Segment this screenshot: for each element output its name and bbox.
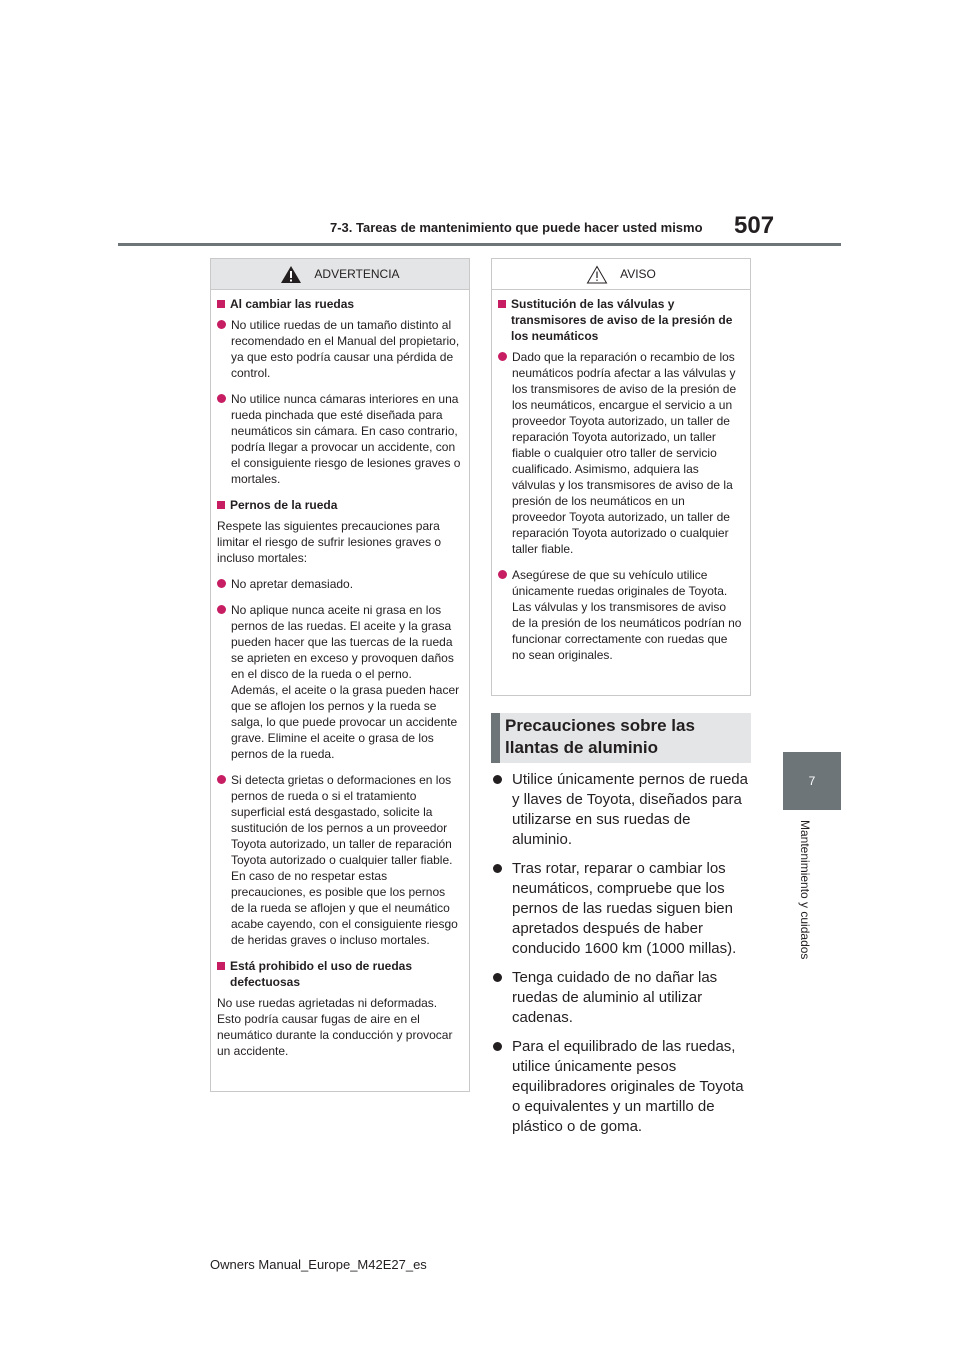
warning-triangle-icon: [280, 265, 302, 284]
notice-box: [491, 258, 751, 696]
circle-bullet-icon: [217, 775, 226, 784]
notice-box-title: AVISO: [620, 267, 656, 281]
header-divider: [118, 243, 841, 246]
square-bullet-icon: [217, 501, 225, 509]
page-number: 507: [734, 212, 775, 239]
square-bullet-icon: [498, 300, 506, 308]
aluminum-wheels-list: [491, 770, 753, 1146]
warning-bullet: No aplique nunca aceite ni grasa en los pernos de las ruedas. El aceite y la grasa pueden hacer que las tuercas de la rueda se aprieten en exceso y provoquen daños en el disco de la rueda o el perno. Además, el aceite o la grasa pueden hacer que se aflojen los pernos y la rueda se salga, lo que puede provocar un accidente grave. Elimine el aceite o grasa de los pernos de la rueda.: [217, 602, 461, 762]
warning-section-heading: Pernos de la rueda: [217, 497, 461, 513]
warning-bullet: No utilice ruedas de un tamaño distinto al recomendado en el Manual del propietario, ya que esto podría causar una pérdida de control.: [217, 317, 461, 381]
bullet-icon: [493, 1042, 502, 1051]
warning-box-body: [211, 290, 469, 1059]
warning-paragraph: No use ruedas agrietadas ni deformadas. Esto podría causar fugas de aire en el neumático durante la conducción y provocar un accidente.: [217, 996, 453, 1058]
warning-bullet: Si detecta grietas o deformaciones en los pernos de rueda o si el tratamiento superficial está desgastado, solicite la sustitución de los pernos a un proveedor Toyota autorizado, un taller de reparación Toyota autorizado o cualquier taller fiable. En caso de no respetar estas precauciones, es posible que los pernos de la rueda se aflojen y que el neumático acabe cayendo, con el consiguiente riesgo de heridas graves o incluso mortales.: [217, 772, 461, 948]
notice-bullet: Asegúrese de que su vehículo utilice únicamente ruedas originales de Toyota. Las válvulas y los transmisores de aviso de la presión de los neumáticos podrían no funcionar correctamente con ruedas que no sean originales.: [498, 567, 742, 663]
warning-box-header: [211, 259, 469, 290]
square-bullet-icon: [217, 300, 225, 308]
list-item: Utilice únicamente pernos de rueda y llaves de Toyota, diseñados para utilizarse en sus ruedas de aluminio.: [491, 770, 753, 850]
warning-bullet: No apretar demasiado.: [217, 576, 461, 592]
footer-text: Owners Manual_Europe_M42E27_es: [210, 1257, 427, 1272]
bullet-icon: [493, 775, 502, 784]
aluminum-wheels-heading: Precauciones sobre las llantas de aluminio: [491, 713, 751, 763]
warning-box-title: ADVERTENCIA: [314, 267, 400, 281]
list-item: Para el equilibrado de las ruedas, utilice únicamente pesos equilibradores originales de Toyota o equivalentes y un martillo de plástico o de goma.: [491, 1037, 753, 1137]
notice-bullet: Dado que la reparación o recambio de los neumáticos podría afectar a las válvulas y los transmisores de aviso de la presión de los neumáticos, encargue el servicio a un proveedor Toyota autorizado, un taller de reparación Toyota autorizado, un taller fiable o cualquier otro taller de servicio cualificado. Asimismo, adquiera las válvulas y los transmisores de aviso de la presión de los neumáticos en un proveedor Toyota autorizado, un taller de reparación Toyota autorizado o cualquier taller fiable.: [498, 349, 742, 557]
circle-bullet-icon: [217, 394, 226, 403]
chapter-tab: [783, 752, 841, 810]
caution-triangle-icon: [586, 265, 608, 284]
warning-paragraph: Respete las siguientes precauciones para limitar el riesgo de sufrir lesiones graves o incluso mortales:: [217, 519, 442, 565]
notice-section-heading: Sustitución de las válvulas y transmisores de aviso de la presión de los neumáticos: [498, 296, 742, 344]
bullet-icon: [493, 973, 502, 982]
square-bullet-icon: [217, 962, 225, 970]
section-title: 7-3. Tareas de mantenimiento que puede hacer usted mismo: [330, 220, 703, 235]
warning-box: [210, 258, 470, 1092]
bullet-icon: [493, 864, 502, 873]
chapter-label: Mantenimiento y cuidados: [798, 820, 812, 960]
list-item: Tras rotar, reparar o cambiar los neumáticos, compruebe que los pernos de las ruedas siguen bien apretados después de haber conducido 1600 km (1000 millas).: [491, 859, 753, 959]
warning-section-heading: Al cambiar las ruedas: [217, 296, 461, 312]
list-item: Tenga cuidado de no dañar las ruedas de aluminio al utilizar cadenas.: [491, 968, 753, 1028]
circle-bullet-icon: [498, 352, 507, 361]
circle-bullet-icon: [217, 605, 226, 614]
circle-bullet-icon: [498, 570, 507, 579]
warning-section-heading: Está prohibido el uso de ruedas defectuosas: [217, 958, 461, 990]
circle-bullet-icon: [217, 320, 226, 329]
warning-bullet: No utilice nunca cámaras interiores en una rueda pinchada que esté diseñada para neumáticos sin cámara. En caso contrario, podría llegar a provocar un accidente, con el consiguiente riesgo de lesiones graves o mortales.: [217, 391, 461, 487]
circle-bullet-icon: [217, 579, 226, 588]
notice-box-body: [492, 290, 750, 663]
chapter-number: 7: [808, 774, 816, 788]
notice-box-header: [492, 259, 750, 290]
